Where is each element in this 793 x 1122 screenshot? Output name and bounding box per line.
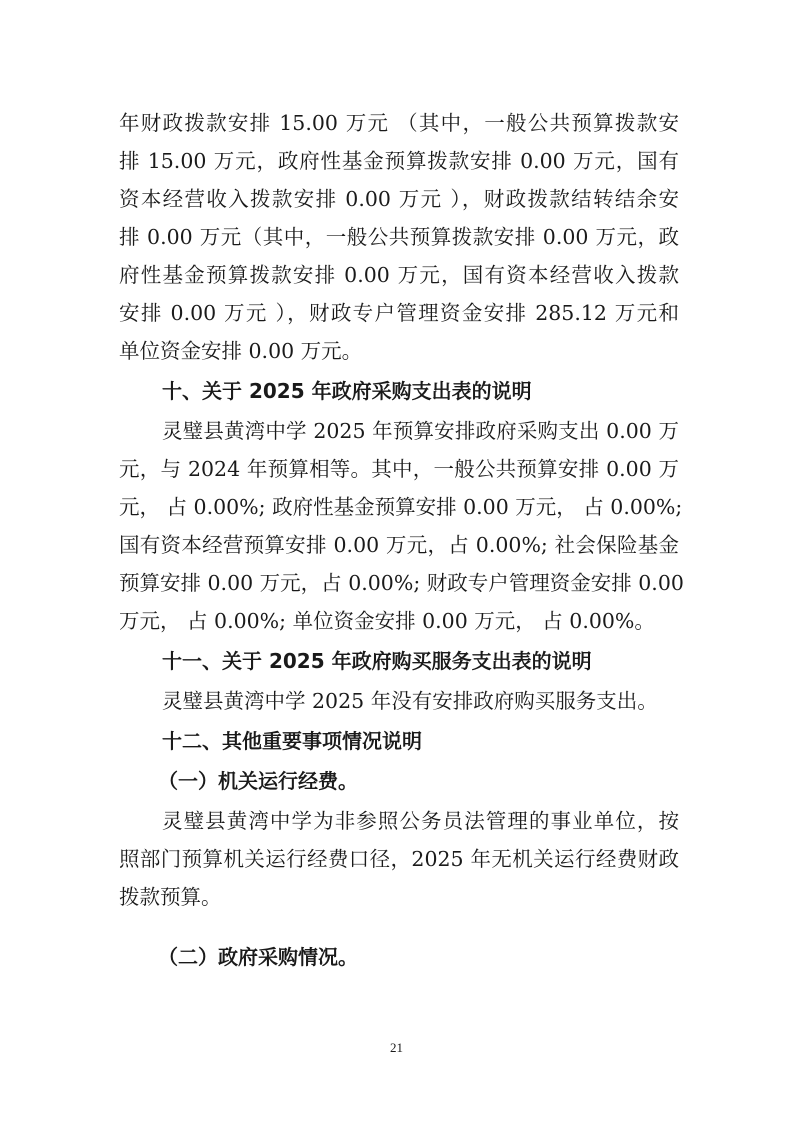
paragraph-line: 预算安排 0.00 万元，占 0.00%; 财政专户管理资金安排 0.00 <box>119 571 684 595</box>
paragraph-line: 元， 占 0.00%; 政府性基金预算安排 0.00 万元， 占 0.00%; <box>119 495 683 519</box>
page-number: 21 <box>390 1040 403 1055</box>
paragraph-line: 灵璧县黄湾中学 2025 年没有安排政府购买服务支出。 <box>162 689 658 713</box>
section-heading-services: 十一、关于 2025 年政府购买服务支出表的说明 <box>162 649 592 673</box>
paragraph-line: 排 0.00 万元（其中，一般公共预算拨款安排 0.00 万元，政 <box>119 225 679 249</box>
paragraph-line: 排 15.00 万元，政府性基金预算拨款安排 0.00 万元，国有 <box>119 149 679 173</box>
section-heading-procurement: 十、关于 2025 年政府采购支出表的说明 <box>162 379 532 403</box>
section-heading-other: 十二、其他重要事项情况说明 <box>162 729 422 753</box>
paragraph-line: 照部门预算机关运行经费口径，2025 年无机关运行经费财政 <box>119 847 679 871</box>
paragraph-line: 万元， 占 0.00%; 单位资金安排 0.00 万元， 占 0.00%。 <box>119 609 655 633</box>
paragraph-line: 灵璧县黄湾中学为非参照公务员法管理的事业单位，按 <box>162 809 679 833</box>
subsection-title-operating-costs: （一）机关运行经费。 <box>158 769 358 793</box>
paragraph-line: 府性基金预算拨款安排 0.00 万元，国有资本经营收入拨款 <box>119 263 679 287</box>
subsection-title-procurement: （二）政府采购情况。 <box>158 945 358 969</box>
paragraph-line: 拨款预算。 <box>119 885 222 909</box>
paragraph-line: 资本经营收入拨款安排 0.00 万元 ），财政拨款结转结余安 <box>119 187 679 211</box>
paragraph-line: 国有资本经营预算安排 0.00 万元，占 0.00%; 社会保险基金 <box>119 533 679 557</box>
paragraph-line: 安排 0.00 万元 ），财政专户管理资金安排 285.12 万元和 <box>119 301 679 325</box>
paragraph-line: 元，与 2024 年预算相等。其中，一般公共预算安排 0.00 万 <box>119 457 679 481</box>
paragraph-line: 灵璧县黄湾中学 2025 年预算安排政府采购支出 0.00 万 <box>162 419 679 443</box>
paragraph-line: 单位资金安排 0.00 万元。 <box>119 339 363 363</box>
paragraph-line: 年财政拨款安排 15.00 万元 （其中，一般公共预算拨款安 <box>119 111 679 135</box>
